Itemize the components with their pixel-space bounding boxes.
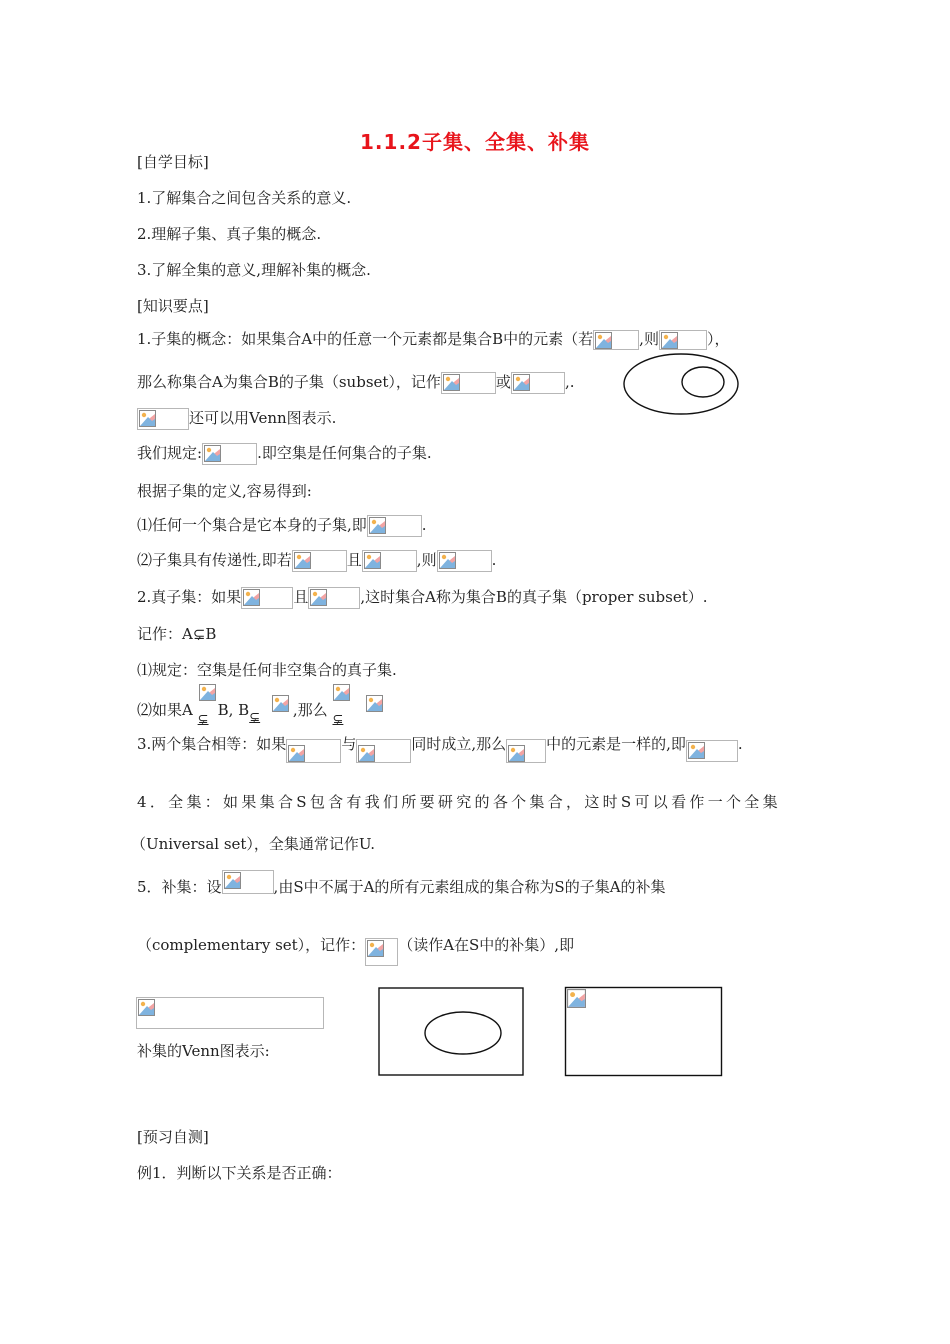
- image-placeholder: [506, 739, 546, 763]
- broken-image-icon: [204, 445, 221, 462]
- image-placeholder: [686, 740, 738, 762]
- image-placeholder: [593, 330, 639, 350]
- broken-image-icon: [688, 742, 705, 759]
- inner-set-ellipse: [682, 367, 724, 397]
- broken-image-icon: [199, 684, 216, 701]
- image-placeholder: [333, 684, 351, 702]
- broken-image-icon: [138, 999, 155, 1016]
- broken-image-icon: [333, 684, 350, 701]
- image-placeholder: [308, 587, 360, 609]
- broken-image-icon: [369, 517, 386, 534]
- set-a-ellipse: [425, 1012, 501, 1054]
- universal-set-notation: （Universal set），全集通常记作U.: [131, 835, 375, 853]
- subset-properties-intro: 根据子集的定义,容易得到:: [137, 482, 312, 500]
- image-placeholder: [356, 739, 411, 763]
- example-1: 例1．判断以下关系是否正确：: [137, 1164, 342, 1182]
- outer-set-ellipse: [624, 354, 738, 414]
- broken-image-icon: [513, 374, 530, 391]
- image-placeholder: [659, 330, 707, 350]
- image-placeholder: [365, 938, 398, 966]
- complement-notation: （complementary set），记作： （读作A在S中的补集）,即: [137, 932, 574, 960]
- image-placeholder: [441, 372, 496, 394]
- image-placeholder: [437, 550, 492, 572]
- image-placeholder: [292, 550, 347, 572]
- section-key-points: [知识要点]: [137, 297, 209, 315]
- goal-1: 1.了解集合之间包含关系的意义.: [137, 189, 352, 207]
- complement-venn-diagram: [378, 987, 526, 1077]
- set-equality-line: 3.两个集合相等：如果 与 同时成立,那么 中的元素是一样的,即 .: [137, 733, 743, 757]
- transitive-property-line: ⑵子集具有传递性,即若 且 ,则 .: [137, 550, 496, 572]
- proper-subset-notation: 记作：A⊊B: [137, 625, 217, 643]
- broken-image-icon: [661, 332, 678, 349]
- empty-set-rule-line: 我们规定: .即空集是任何集合的子集.: [137, 443, 432, 465]
- complement-venn-caption: 补集的Venn图表示:: [137, 1042, 270, 1060]
- image-placeholder: [362, 550, 417, 572]
- goal-2: 2.理解子集、真子集的概念.: [137, 225, 322, 243]
- proper-subset-definition: 2.真子集：如果 且 ,这时集合A称为集合B的真子集（proper subset）.: [137, 587, 708, 609]
- broken-image-icon: [443, 374, 460, 391]
- broken-image-icon: [508, 745, 525, 762]
- broken-image-icon: [310, 589, 327, 606]
- complement-definition: 5．补集：设 ,由S中不属于A的所有元素组成的集合称为S的子集A的补集: [137, 876, 666, 900]
- subset-notation-line: 那么称集合A为集合B的子集（subset），记作 或 ,.: [137, 372, 574, 394]
- broken-image-icon: [366, 695, 383, 712]
- image-placeholder: [202, 443, 257, 465]
- broken-image-icon: [595, 332, 612, 349]
- image-placeholder: [365, 694, 387, 716]
- section-self-study-goals: [自学目标]: [137, 153, 209, 171]
- proper-subset-rule-1: ⑴规定：空集是任何非空集合的真子集.: [137, 661, 397, 679]
- page-title: 1.1.2子集、全集、补集: [360, 130, 590, 154]
- goal-3: 3.了解全集的意义,理解补集的概念.: [137, 261, 371, 279]
- broken-image-icon: [294, 552, 311, 569]
- section-preview-test: [预习自测]: [137, 1128, 209, 1146]
- proper-subset-rule-2: ⑵如果A ⊊B, B⊊ ,那么 ⊊: [137, 700, 387, 722]
- image-placeholder: [286, 739, 341, 763]
- universal-set-definition: 4．全集：如果集合S包含有我们所要研究的各个集合，这时S可以看作一个全集: [137, 793, 781, 811]
- broken-image-icon: [243, 589, 260, 606]
- complement-formula-placeholder: [136, 997, 324, 1029]
- subset-definition-line: 1.子集的概念：如果集合A中的任意一个元素都是集合B中的元素（若 ,则 ），: [137, 330, 730, 348]
- broken-image-icon: [288, 745, 305, 762]
- subset-venn-diagram: [622, 353, 742, 417]
- broken-image-icon: [272, 695, 289, 712]
- universal-set-rectangle: [566, 988, 722, 1076]
- image-placeholder: [511, 372, 565, 394]
- broken-image-icon: [367, 940, 384, 957]
- broken-image-icon: [364, 552, 381, 569]
- image-placeholder: [241, 587, 293, 609]
- broken-image-icon: [439, 552, 456, 569]
- image-placeholder: [367, 515, 422, 537]
- image-placeholder: [137, 408, 189, 430]
- broken-image-icon: [139, 410, 156, 427]
- broken-image-icon: [568, 990, 586, 1008]
- reflexive-property-line: ⑴任何一个集合是它本身的子集,即 .: [137, 515, 427, 537]
- broken-image-icon: [358, 745, 375, 762]
- image-placeholder: [271, 694, 293, 716]
- venn-line: 还可以用Venn图表示.: [137, 408, 336, 430]
- image-placeholder: [222, 870, 274, 894]
- image-placeholder: [199, 684, 217, 702]
- broken-image-icon: [224, 872, 241, 889]
- complement-venn-diagram-shaded: [564, 986, 724, 1078]
